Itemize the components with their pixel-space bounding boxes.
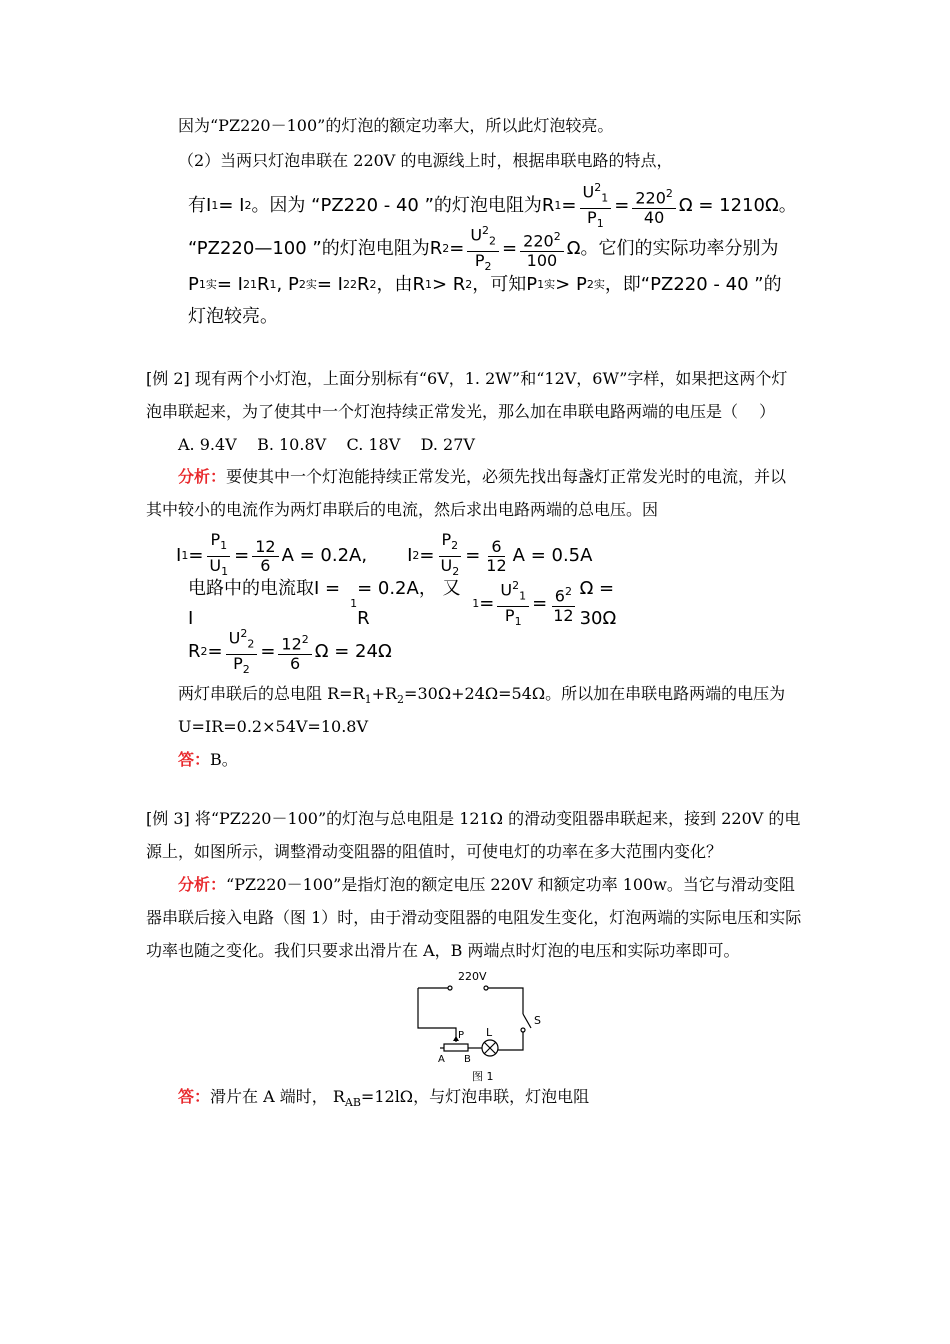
example-2-analysis-line-1: 分析：要使其中一个灯泡能持续正常发光，必须先找出每盏灯正常发光时的电流，并以 xyxy=(178,467,787,486)
answer-label: 答： xyxy=(178,750,211,769)
example-2-analysis-line-2: 其中较小的电流作为两灯串联后的电流，然后求出电路两端的总电压。因 xyxy=(146,500,659,519)
analysis-label: 分析： xyxy=(178,467,227,486)
formula-row-1: 有I 1 = I 2 。因为 “PZ220 - 40 ”的灯泡电阻为R 1 = $\frac{U^2_1}{P_1}$ = $\frac{220^2}{40}$ Ω = 1210Ω。 xyxy=(188,186,798,226)
endpoint-a-label: A xyxy=(438,1054,445,1065)
lamp-label: L xyxy=(486,1026,493,1039)
slider-label: P xyxy=(458,1030,465,1041)
example-2-answer: 答：B。 xyxy=(178,750,238,769)
formula-row-4: 灯泡较亮。 xyxy=(188,306,278,327)
fraction-u2-p2: $\frac{U^2_2}{P_2}$ xyxy=(467,222,499,276)
circuit-diagram xyxy=(408,966,548,1086)
example-2-voltage: U=IR=0.2×54V=10.8V xyxy=(178,717,369,736)
paragraph-conclusion: 因为“PZ220－100”的灯泡的额定功率大，所以此灯泡较亮。 xyxy=(178,116,614,135)
fraction-u1-p1: $\frac{U^2_1}{P_1}$ xyxy=(580,179,612,233)
example-3-answer: 答：滑片在 A 端时， $R_{AB}=12l\Omega$，与灯泡串联，灯泡电阻 xyxy=(178,1087,590,1110)
formula-row-3: P 1实 = I 2 1 R 1 , P 2实 = I 2 2 R 2 ，由R 1 > R 2 ，可知P 1实 > P 2实 ，即“PZ220 - 40 ”的 xyxy=(188,274,782,295)
fraction-220-100: $\frac{220^2}{100}$ xyxy=(520,228,564,269)
example-3-line-1: [例 3] 将“PZ220－100”的灯泡与总电阻是 121Ω 的滑动变阻器串联起来，接到 220V 的电 xyxy=(146,809,801,828)
example-3-analysis-line-3: 功率也随之变化。我们只要求出滑片在 A，B 两端点时灯泡的电压和实际功率即可。 xyxy=(146,941,740,960)
formula-resistance-row-1: 电路中的电流取I = I 1 = 0.2A， 又R 1 = $\frac{U^2_1}{P_1}$ = $\frac{6^2}{12}$ Ω = 30Ω xyxy=(188,578,617,629)
formula-block-2 xyxy=(176,532,656,676)
switch-label: S xyxy=(534,1014,541,1027)
paragraph-series-intro: （2）当两只灯泡串联在 220V 的电源线上时，根据串联电路的特点， xyxy=(178,151,673,170)
circuit-voltage-label: 220V xyxy=(458,970,487,983)
example-2-line-2: 泡串联起来，为了使其中一个灯泡持续正常发光，那么加在串联电路两端的电压是（ ） xyxy=(146,402,776,421)
formula-resistance-row-2: R 2 = $\frac{U^2_2}{P_2}$ = $\frac{12^2}{6}$ Ω = 24Ω xyxy=(188,627,392,676)
answer-label: 答： xyxy=(178,1087,211,1106)
formula-block-1 xyxy=(188,181,798,332)
formula-current-row: I 1 = $\frac{P_1}{U_1}$ = $\frac{12}{6}$ A = 0.2A, I 2 = $\frac{P_2}{U_2}$ = $\frac{6}{12}$ A = 0.5A xyxy=(176,530,593,578)
example-2-line-1: [例 2] 现有两个小灯泡，上面分别标有“6V，1. 2W”和“12V，6W”字样，如果把这两个灯 xyxy=(146,369,788,388)
example-3-line-2: 源上，如图所示，调整滑动变阻器的阻值时，可使电灯的功率在多大范围内变化？ xyxy=(146,842,723,861)
example-3-analysis-line-1: 分析：“PZ220－100”是指灯泡的额定电压 220V 和额定功率 100w。当它与滑动变阻 xyxy=(178,875,795,894)
formula-row-2: “PZ220—100 ”的灯泡电阻为R 2 = $\frac{U^2_2}{P_2}$ = $\frac{220^2}{100}$ Ω。它们的实际功率分别为 xyxy=(188,230,798,268)
example-2-options: A. 9.4V B. 10.8V C. 18V D. 27V xyxy=(178,435,475,454)
analysis-label: 分析： xyxy=(178,875,227,894)
example-3-analysis-line-2: 器串联后接入电路（图 1）时，由于滑动变阻器的电阻发生变化，灯泡两端的实际电压和实际 xyxy=(146,908,802,927)
example-2-total-resistance: 两灯串联后的总电阻 $R=R_1+R_2=30\Omega+24\Omega=54\Omega$。所以加在串联电路两端的电压为 xyxy=(178,684,786,707)
figure-caption: 图 1 xyxy=(472,1070,494,1083)
fraction-220-40: $\frac{220^2}{40}$ xyxy=(632,185,676,226)
endpoint-b-label: B xyxy=(464,1054,471,1065)
